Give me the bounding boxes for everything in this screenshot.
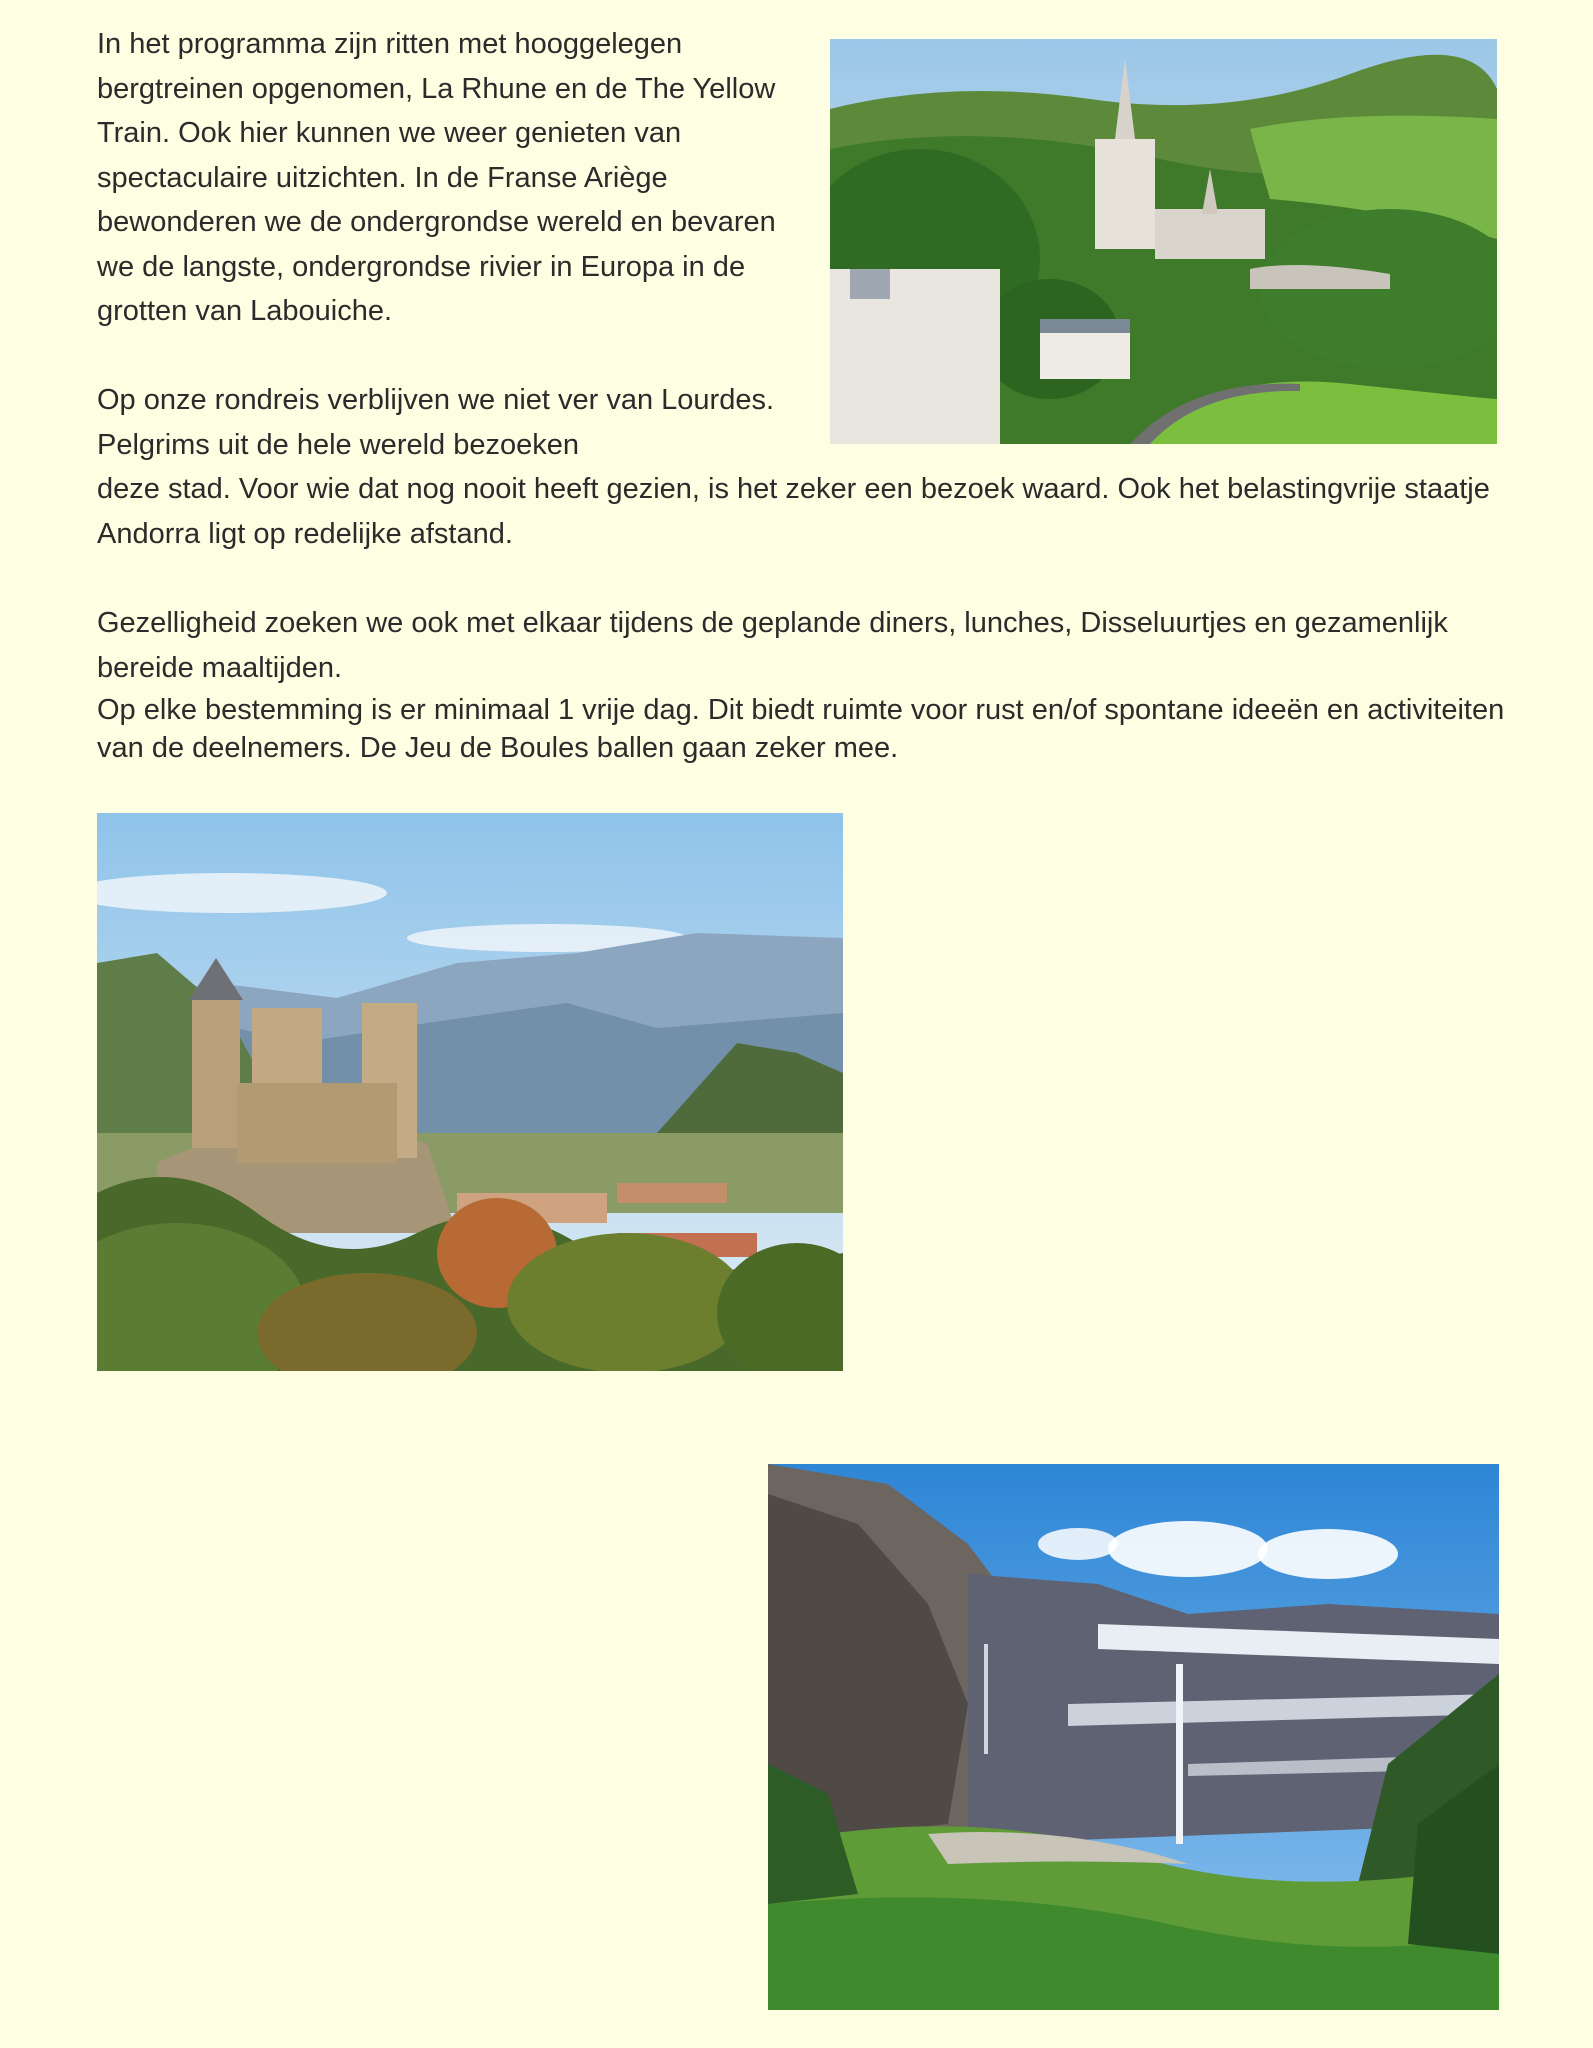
paragraph-lourdes-continued: deze stad. Voor wie dat nog nooit heeft gezien, is het zeker een bezoek waard. Ook het belastingvrije staatje Andorra ligt op redelijke afstand. — [97, 473, 1490, 550]
paragraph-mountain-trains: In het programma zijn ritten met hooggelegen bergtreinen opgenomen, La Rhune en de The Yellow Train. Ook hier kunnen we weer genieten van spectaculaire uitzichten. In de Franse Ariège bewonderen we de ondergrondse wereld en bevaren we de langste, ondergrondse rivier in Europa in de grotten van Labouiche. — [97, 28, 776, 327]
foix-castle-photo — [97, 813, 843, 1371]
paragraph-lourdes-intro: Op onze rondreis verblijven we niet ver van Lourdes. Pelgrims uit de hele wereld bezoeken — [97, 384, 775, 461]
lourdes-basilica-photo — [830, 39, 1497, 444]
gavarnie-cirque-photo — [768, 1464, 1499, 2010]
paragraph-gezelligheid: Gezelligheid zoeken we ook met elkaar tijdens de geplande diners, lunches, Disseluurtjes en gezamenlijk bereide maaltijden. — [97, 607, 1448, 684]
paragraph-vrije-dag: Op elke bestemming is er minimaal 1 vrije dag. Dit biedt ruimte voor rust en/of spontane ideeën en activiteiten van de deelnemers. De Jeu de Boules ballen gaan zeker mee. — [97, 694, 1505, 764]
